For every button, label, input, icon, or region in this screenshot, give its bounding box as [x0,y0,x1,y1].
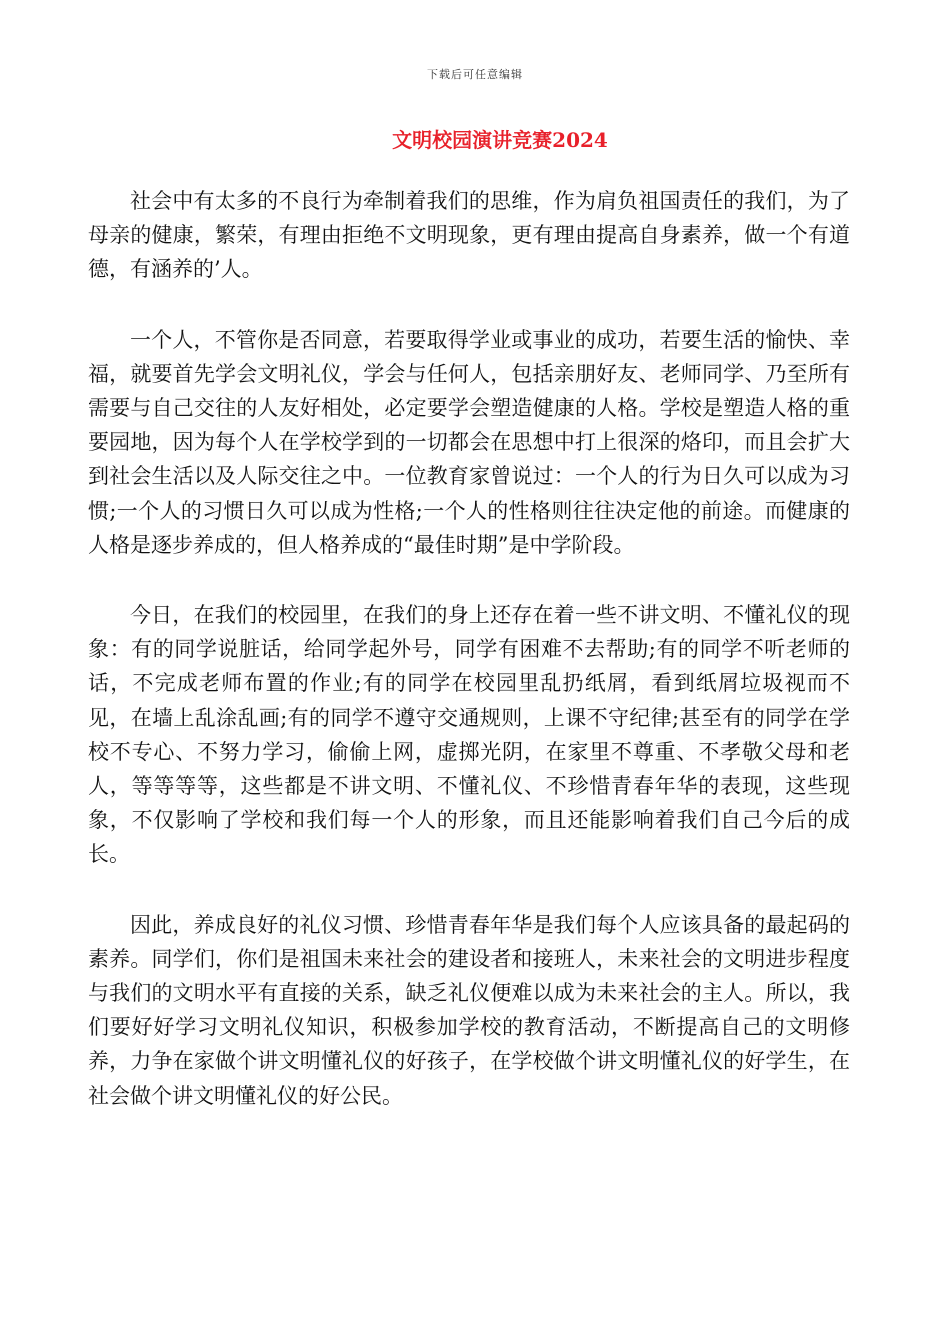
paragraph-2: 一个人，不管你是否同意，若要取得学业或事业的成功，若要生活的愉快、幸福，就要首先学会文明礼仪，学会与任何人，包括亲朋好友、老师同学、乃至所有需要与自己交往的人友好相处，必定要学会塑造健康的人格。学校是塑造人格的重要园地，因为每个人在学校学到的一切都会在思想中打上很深的烙印，而且会扩大到社会生活以及人际交往之中。一位教育家曾说过：一个人的行为日久可以成为习惯;一个人的习惯日久可以成为性格;一个人的性格则往往决定他的前途。而健康的人格是逐步养成的，但人格养成的“最佳时期”是中学阶段。 [88,327,850,557]
paragraph-3: 今日，在我们的校园里，在我们的身上还存在着一些不讲文明、不懂礼仪的现象：有的同学说脏话，给同学起外号，同学有困难不去帮助;有的同学不听老师的话，不完成老师布置的作业;有的同学在校园里乱扔纸屑，看到纸屑垃圾视而不见，在墙上乱涂乱画;有的同学不遵守交通规则，上课不守纪律;甚至有的同学在学校不专心、不努力学习，偷偷上网，虚掷光阴，在家里不尊重、不孝敬父母和老人，等等等等，这些都是不讲文明、不懂礼仪、不珍惜青春年华的表现，这些现象，不仅影响了学校和我们每一个人的形象，而且还能影响着我们自己今后的成长。 [88,603,850,867]
document-body [88,184,850,1149]
paragraph-4: 因此，养成良好的礼仪习惯、珍惜青春年华是我们每个人应该具备的最起码的素养。同学们，你们是祖国未来社会的建设者和接班人，未来社会的文明进步程度与我们的文明水平有直接的关系，缺乏礼仪便难以成为未来社会的主人。所以，我们要好好学习文明礼仪知识，积极参加学校的教育活动，不断提高自己的文明修养，力争在家做个讲文明懂礼仪的好孩子，在学校做个讲文明懂礼仪的好学生，在社会做个讲文明懂礼仪的好公民。 [88,912,850,1108]
paragraph-1: 社会中有太多的不良行为牵制着我们的思维，作为肩负祖国责任的我们，为了母亲的健康，繁荣，有理由拒绝不文明现象，更有理由提高自身素养，做一个有道德，有涵养的’人。 [88,189,850,282]
header-note: 下载后可任意编辑 [427,68,523,81]
document-title: 文明校园演讲竞赛2024 [392,128,608,152]
